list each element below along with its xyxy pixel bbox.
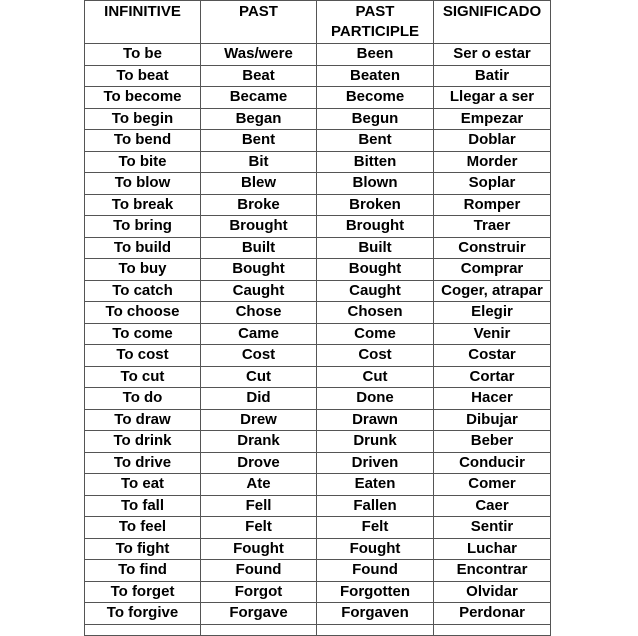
cell-past: Bent — [201, 130, 317, 152]
cell-significado: Coger, atrapar — [434, 280, 551, 302]
cell-past: Bought — [201, 259, 317, 281]
cell-infinitive: To bite — [85, 151, 201, 173]
cell-significado: Venir — [434, 323, 551, 345]
cell-past-participle: Bent — [317, 130, 434, 152]
cell-infinitive: To build — [85, 237, 201, 259]
cell-past: Felt — [201, 517, 317, 539]
cell-past-participle: Become — [317, 87, 434, 109]
cell-significado: Comer — [434, 474, 551, 496]
table-row — [85, 517, 551, 539]
cell-past: Was/were — [201, 44, 317, 66]
cell-past: Bit — [201, 151, 317, 173]
table-row — [85, 474, 551, 496]
cell-past-participle: Beaten — [317, 65, 434, 87]
table-row — [85, 237, 551, 259]
cell-significado: Caer — [434, 495, 551, 517]
cell-significado: Soplar — [434, 173, 551, 195]
cell-infinitive: To buy — [85, 259, 201, 281]
table-row — [85, 108, 551, 130]
table-row — [85, 130, 551, 152]
table-row — [85, 495, 551, 517]
cell-infinitive: To break — [85, 194, 201, 216]
cell-past: Built — [201, 237, 317, 259]
cell-past-participle: Bitten — [317, 151, 434, 173]
cell-past: Came — [201, 323, 317, 345]
cell-infinitive: To fight — [85, 538, 201, 560]
header-infinitive: INFINITIVE — [85, 1, 201, 44]
cell-past-participle: Cut — [317, 366, 434, 388]
cell-past: Chose — [201, 302, 317, 324]
cell-past-participle: Driven — [317, 452, 434, 474]
table-row — [85, 280, 551, 302]
cell-past-participle: Caught — [317, 280, 434, 302]
table-row — [85, 302, 551, 324]
cell-significado: Morder — [434, 151, 551, 173]
cell-significado: Hacer — [434, 388, 551, 410]
cell-infinitive: To eat — [85, 474, 201, 496]
cell-significado: Empezar — [434, 108, 551, 130]
cell-significado: Llegar a ser — [434, 87, 551, 109]
cell-past: Ate — [201, 474, 317, 496]
table-row — [85, 409, 551, 431]
table-row — [85, 345, 551, 367]
cell-infinitive: To cut — [85, 366, 201, 388]
cell-infinitive: To become — [85, 87, 201, 109]
cell-infinitive: To beat — [85, 65, 201, 87]
cell-past-participle: Forgotten — [317, 581, 434, 603]
cell-significado: Costar — [434, 345, 551, 367]
cell-significado: Batir — [434, 65, 551, 87]
table-row — [85, 151, 551, 173]
cell-past-participle: Come — [317, 323, 434, 345]
cell-past-participle: Eaten — [317, 474, 434, 496]
cell-infinitive: To find — [85, 560, 201, 582]
table-row — [85, 44, 551, 66]
cell-past: Forgot — [201, 581, 317, 603]
cell-significado: Encontrar — [434, 560, 551, 582]
cell-past-participle: Fought — [317, 538, 434, 560]
table-row — [85, 259, 551, 281]
cell-infinitive: To catch — [85, 280, 201, 302]
cell-past-participle: Brought — [317, 216, 434, 238]
table-header-row — [85, 1, 551, 44]
table-row — [85, 581, 551, 603]
cell-past-participle: Been — [317, 44, 434, 66]
cell-significado: Beber — [434, 431, 551, 453]
table-row — [85, 323, 551, 345]
cell-past-participle: Found — [317, 560, 434, 582]
cell-past-participle: Felt — [317, 517, 434, 539]
cell-significado: Olvidar — [434, 581, 551, 603]
cell-past-participle: Blown — [317, 173, 434, 195]
cell-past: Broke — [201, 194, 317, 216]
cell-infinitive: To be — [85, 44, 201, 66]
document-page — [84, 0, 550, 636]
cell-past-participle: Bought — [317, 259, 434, 281]
table-row — [85, 87, 551, 109]
cell-past-participle: Drawn — [317, 409, 434, 431]
table-row — [85, 560, 551, 582]
cell-significado: Comprar — [434, 259, 551, 281]
table-row — [85, 173, 551, 195]
table-row — [85, 388, 551, 410]
cell-past-participle: Done — [317, 388, 434, 410]
cell-infinitive: To drink — [85, 431, 201, 453]
cell-infinitive: To feel — [85, 517, 201, 539]
cell-infinitive: To forget — [85, 581, 201, 603]
cell-past: Forgave — [201, 603, 317, 625]
cell-infinitive: To cost — [85, 345, 201, 367]
cell-significado: Luchar — [434, 538, 551, 560]
cell-significado: Dibujar — [434, 409, 551, 431]
cell-past-participle: Begun — [317, 108, 434, 130]
cell-infinitive: To draw — [85, 409, 201, 431]
cell-past-participle: Forgaven — [317, 603, 434, 625]
cell-past: Drew — [201, 409, 317, 431]
cell-significado: Sentir — [434, 517, 551, 539]
cell-infinitive: To fall — [85, 495, 201, 517]
table-row — [85, 216, 551, 238]
cell-significado: Doblar — [434, 130, 551, 152]
cell-past: Drank — [201, 431, 317, 453]
cell-significado: Ser o estar — [434, 44, 551, 66]
cell-past: Blew — [201, 173, 317, 195]
cell-past: Drove — [201, 452, 317, 474]
cell-infinitive: To blow — [85, 173, 201, 195]
cell-infinitive: To forgive — [85, 603, 201, 625]
irregular-verbs-table — [84, 0, 551, 636]
cell-infinitive: To begin — [85, 108, 201, 130]
header-past-participle: PAST PARTICIPLE — [317, 1, 434, 44]
cell-past-participle: Fallen — [317, 495, 434, 517]
cell-past: Cut — [201, 366, 317, 388]
cell-past-participle: Built — [317, 237, 434, 259]
cell-past-participle: Cost — [317, 345, 434, 367]
cell-significado: Romper — [434, 194, 551, 216]
cell-infinitive: To drive — [85, 452, 201, 474]
table-row — [85, 65, 551, 87]
header-significado: SIGNIFICADO — [434, 1, 551, 44]
cell-past-participle: Drunk — [317, 431, 434, 453]
cell-infinitive: To choose — [85, 302, 201, 324]
cell-infinitive: To come — [85, 323, 201, 345]
cell-infinitive: To bend — [85, 130, 201, 152]
cell-significado: Elegir — [434, 302, 551, 324]
cell-significado: Construir — [434, 237, 551, 259]
table-row — [85, 431, 551, 453]
table-body — [85, 44, 551, 636]
table-row — [85, 366, 551, 388]
header-past: PAST — [201, 1, 317, 44]
cell-past: Fell — [201, 495, 317, 517]
cell-infinitive: To bring — [85, 216, 201, 238]
cell-past: Caught — [201, 280, 317, 302]
cell-past: Brought — [201, 216, 317, 238]
cell-past-participle: Broken — [317, 194, 434, 216]
cell-past: Fought — [201, 538, 317, 560]
table-row — [85, 452, 551, 474]
cell-significado: Perdonar — [434, 603, 551, 625]
cell-significado: Conducir — [434, 452, 551, 474]
table-row — [85, 603, 551, 625]
table-row — [85, 538, 551, 560]
cell-past: Beat — [201, 65, 317, 87]
cell-past-participle: Chosen — [317, 302, 434, 324]
cell-significado: Traer — [434, 216, 551, 238]
cell-past: Did — [201, 388, 317, 410]
cell-past: Became — [201, 87, 317, 109]
cell-past: Found — [201, 560, 317, 582]
cell-infinitive: To do — [85, 388, 201, 410]
cell-significado: Cortar — [434, 366, 551, 388]
table-row — [85, 194, 551, 216]
cell-past: Began — [201, 108, 317, 130]
cell-past: Cost — [201, 345, 317, 367]
